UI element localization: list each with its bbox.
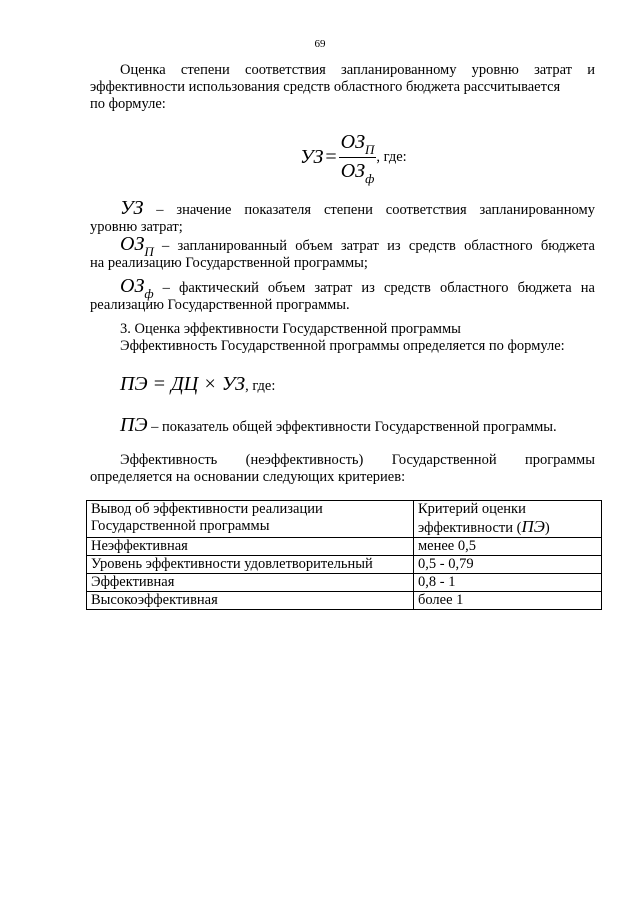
definition-ozp-line-1 bbox=[90, 233, 595, 259]
table-cell-conclusion: Высокоэффективная bbox=[87, 592, 414, 610]
word: Государственной bbox=[391, 452, 497, 468]
formula-pe bbox=[90, 370, 595, 400]
word: затрат bbox=[340, 238, 379, 254]
word: показателя bbox=[244, 202, 312, 218]
word: средств bbox=[408, 238, 456, 254]
word: соответствия bbox=[245, 62, 326, 78]
word: объем bbox=[267, 280, 306, 296]
table-cell-criterion: 0,8 - 1 bbox=[414, 574, 602, 592]
header-text: Государственной программы bbox=[91, 518, 270, 534]
word: Эффективность bbox=[120, 452, 218, 468]
header-text: Критерий оценки bbox=[418, 501, 526, 517]
symbol-ozp-subscript: П bbox=[144, 244, 154, 259]
word: на bbox=[580, 280, 595, 296]
intro-line-2: эффективности использования средств областного бюджета рассчитывается bbox=[90, 79, 561, 95]
definition-ozf bbox=[90, 275, 595, 314]
criteria-intro-line-2: определяется на основании следующих критериев: bbox=[90, 469, 406, 485]
definition-ozf-line-2: реализацию Государственной программы. bbox=[90, 297, 350, 313]
definition-ozf-line-1 bbox=[90, 275, 595, 301]
criteria-intro bbox=[90, 452, 595, 486]
word: областного bbox=[439, 280, 509, 296]
denominator-subscript: ф bbox=[365, 171, 375, 186]
word: из bbox=[361, 280, 375, 296]
intro-line-1 bbox=[90, 62, 595, 79]
symbol-uz: УЗ bbox=[120, 197, 144, 219]
word: уровню bbox=[471, 62, 519, 78]
word: программы bbox=[524, 452, 595, 468]
section-3 bbox=[90, 321, 595, 355]
formula-uz-fraction bbox=[339, 130, 377, 185]
pe-definition-text: – показатель общей эффективности Государственной программы. bbox=[151, 419, 557, 435]
formula-pe-suffix: , где: bbox=[245, 378, 276, 394]
symbol-ozp bbox=[120, 233, 154, 259]
header-text: Вывод об эффективности реализации bbox=[91, 501, 323, 517]
header-text: эффективности ( bbox=[418, 520, 522, 536]
symbol-ozf-main: ОЗ bbox=[120, 275, 145, 297]
formula-uz-suffix: , где: bbox=[376, 149, 407, 165]
table-cell-criterion: более 1 bbox=[414, 592, 602, 610]
word: значение bbox=[176, 202, 232, 218]
definition-ozp-line-2: на реализацию Государственной программы; bbox=[90, 255, 368, 271]
word: степени bbox=[323, 202, 373, 218]
definition-uz-line-1 bbox=[90, 197, 595, 219]
word: бюджета bbox=[540, 238, 595, 254]
intro-line-3: по формуле: bbox=[90, 96, 166, 112]
formula-uz-numerator bbox=[339, 130, 377, 156]
word: затрат bbox=[314, 280, 353, 296]
formula-uz-equals: = bbox=[325, 146, 337, 168]
section-3-text: Эффективность Государственной программы определяется по формуле: bbox=[120, 338, 565, 354]
word: затрат bbox=[534, 62, 573, 78]
word: – bbox=[156, 202, 164, 218]
formula-uz-lhs: УЗ bbox=[300, 146, 324, 168]
symbol-pe: ПЭ bbox=[120, 414, 148, 436]
table-cell-conclusion: Эффективная bbox=[87, 574, 414, 592]
table-row bbox=[87, 538, 602, 556]
formula-uz-denominator bbox=[339, 159, 377, 185]
table-row bbox=[87, 574, 602, 592]
page-number: 69 bbox=[314, 38, 326, 50]
definition-ozp bbox=[90, 233, 595, 272]
numerator-subscript: П bbox=[365, 142, 375, 157]
word: объем bbox=[295, 238, 333, 254]
table-cell-criterion: менее 0,5 bbox=[414, 538, 602, 556]
symbol-ozf bbox=[120, 275, 154, 301]
section-3-heading: 3. Оценка эффективности Государственной программы bbox=[120, 321, 461, 337]
pe-definition-line bbox=[90, 412, 595, 440]
table-cell-conclusion: Неэффективная bbox=[87, 538, 414, 556]
word: бюджета bbox=[517, 280, 572, 296]
criteria-table bbox=[86, 500, 602, 610]
table-header-row bbox=[87, 501, 602, 538]
header-text-line-2 bbox=[418, 518, 597, 537]
symbol-pe: ПЭ bbox=[521, 517, 545, 536]
word: запланированный bbox=[177, 238, 288, 254]
word: – bbox=[162, 238, 170, 254]
word: областного bbox=[464, 238, 533, 254]
fraction-bar bbox=[339, 157, 377, 158]
table-header-criterion bbox=[414, 501, 602, 538]
table-header-conclusion bbox=[87, 501, 414, 538]
word: запланированному bbox=[341, 62, 457, 78]
criteria-intro-line-1 bbox=[90, 452, 595, 469]
denominator-symbol: ОЗ bbox=[340, 160, 366, 182]
formula-uz bbox=[300, 130, 500, 190]
table-cell-criterion: 0,5 - 0,79 bbox=[414, 556, 602, 574]
word: фактический bbox=[178, 280, 259, 296]
symbol-ozf-subscript: ф bbox=[144, 286, 154, 301]
formula-pe-line bbox=[90, 370, 595, 400]
word: (неэффективность) bbox=[245, 452, 364, 468]
table-row bbox=[87, 556, 602, 574]
header-text: ) bbox=[544, 520, 550, 536]
table-cell-conclusion: Уровень эффективности удовлетворительный bbox=[87, 556, 414, 574]
definition-uz-line-2: уровню затрат; bbox=[90, 219, 183, 235]
formula-pe-expression: ПЭ = ДЦ × УЗ bbox=[120, 373, 246, 395]
table-row bbox=[87, 592, 602, 610]
word: соответствия bbox=[385, 202, 467, 218]
definition-uz bbox=[90, 197, 595, 236]
word: Оценка bbox=[120, 62, 166, 78]
pe-definition bbox=[90, 412, 595, 440]
word: – bbox=[162, 280, 170, 296]
word: из bbox=[387, 238, 401, 254]
word: степени bbox=[180, 62, 230, 78]
symbol-ozp-main: ОЗ bbox=[120, 233, 145, 255]
word: и bbox=[587, 62, 595, 78]
numerator-symbol: ОЗ bbox=[340, 131, 365, 153]
intro-paragraph bbox=[90, 62, 595, 113]
word: запланированному bbox=[479, 202, 595, 218]
word: средств bbox=[383, 280, 431, 296]
